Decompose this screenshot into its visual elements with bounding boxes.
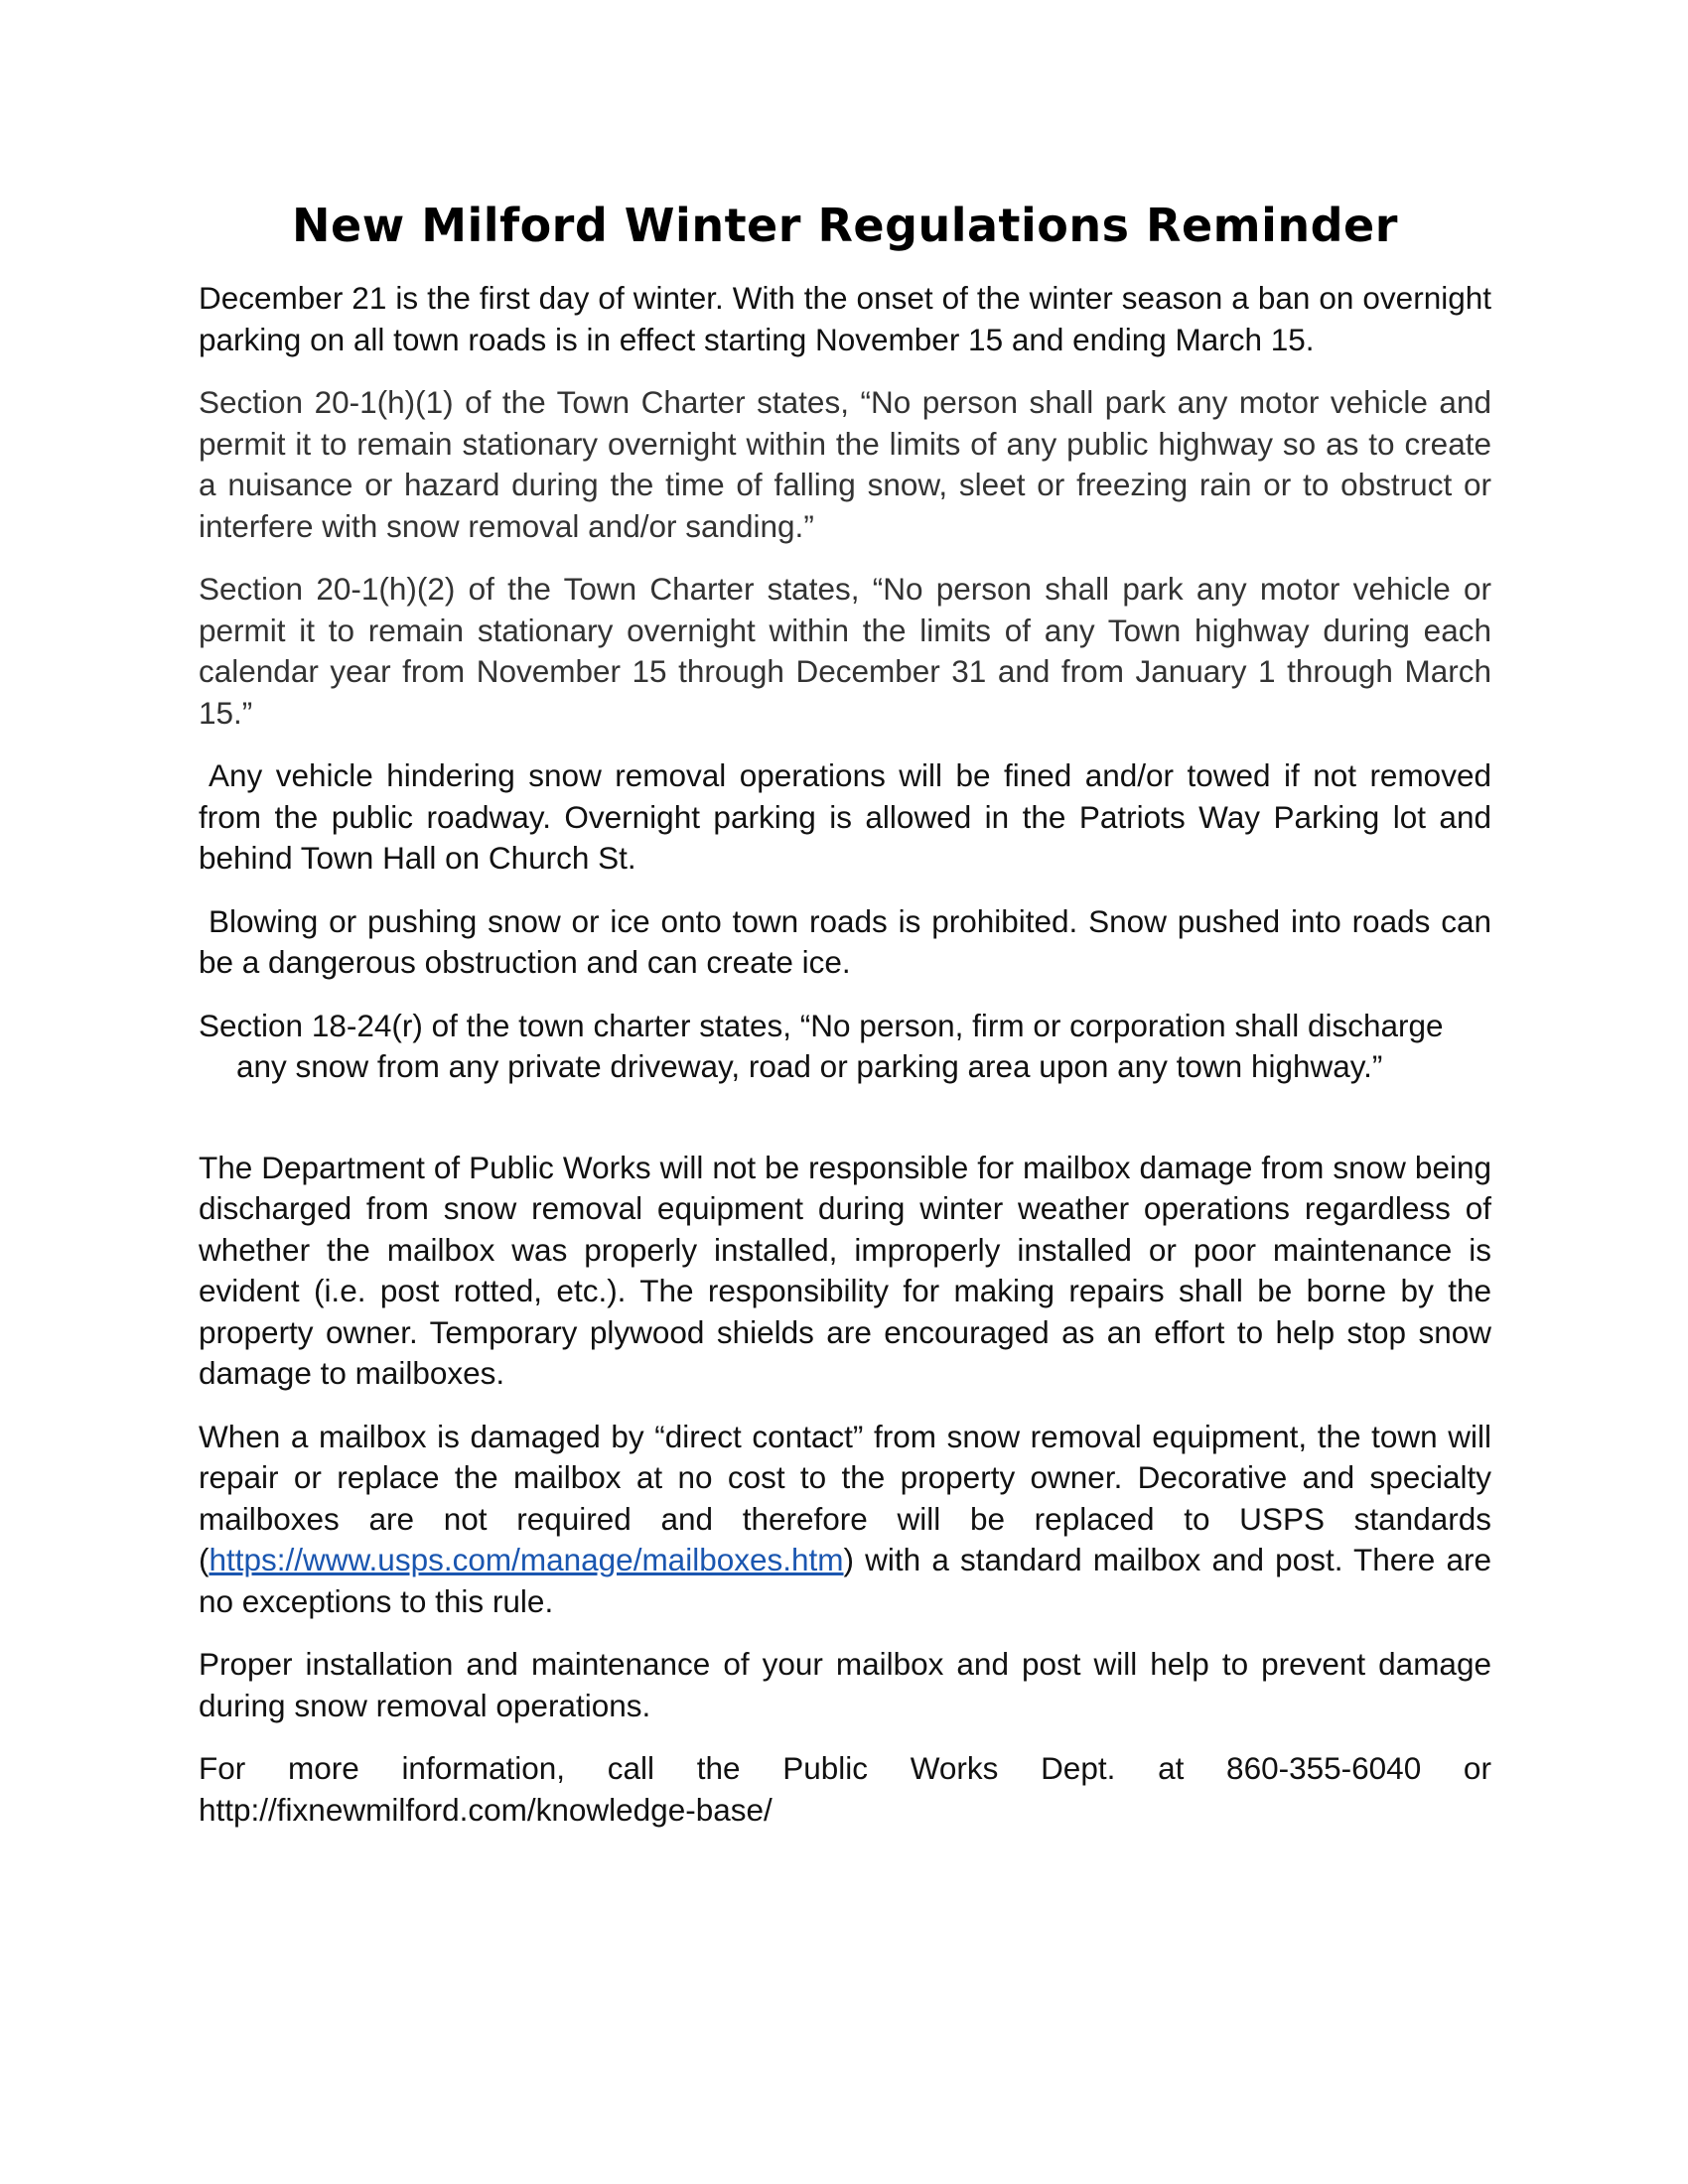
section-18-24-line-2: any snow from any private driveway, road or parking area upon any town highway.” <box>236 1048 1383 1084</box>
contact-word: Works <box>910 1750 999 1786</box>
paragraph-section-18-24-r <box>199 1006 1491 1088</box>
knowledge-base-url[interactable]: http://fixnewmilford.com/knowledge-base/ <box>199 1791 773 1828</box>
contact-word: the <box>696 1750 741 1786</box>
usps-mailboxes-link[interactable]: https://www.usps.com/manage/mailboxes.htm <box>209 1542 844 1577</box>
paragraph-proper-installation: Proper installation and maintenance of your mailbox and post will help to prevent damage during snow removal operations. <box>199 1646 1491 1723</box>
paragraph-vehicle-towing: Any vehicle hindering snow removal operations will be fined and/or towed if not removed from the public roadway. Overnight parking is allowed in the Patriots Way Parking lot and behind Town Hall on Church St. <box>199 757 1491 876</box>
paragraph-section-20-1-h-1: Section 20-1(h)(1) of the Town Charter states, “No person shall park any motor vehicle and permit it to remain stationary overnight within the limits of any public highway so as to create a nuisance or hazard during the time of falling snow, sleet or freezing rain or to obstruct or interfere with snow removal and/or sanding.” <box>199 384 1491 544</box>
contact-word: information, <box>401 1750 566 1786</box>
spacer <box>199 1110 1491 1148</box>
contact-word: call <box>607 1750 654 1786</box>
document-page <box>199 199 1491 1831</box>
paragraph-section-20-1-h-2: Section 20-1(h)(2) of the Town Charter states, “No person shall park any motor vehicle or permit it to remain stationary overnight within the limits of any Town highway during each calendar year from November 15 through December 31 and from January 1 through March 15.” <box>199 571 1491 731</box>
paragraph-mailbox-responsibility: The Department of Public Works will not be responsible for mailbox damage from snow being discharged from snow removal equipment during winter weather operations regardless of whether the mailbox was properly installed, improperly installed or poor maintenance is evident (i.e. post rotted, etc.). The responsibility for making repairs shall be borne by the property owner. Temporary plywood shields are encouraged as an effort to help stop snow damage to mailboxes. <box>199 1149 1491 1391</box>
contact-word: or <box>1463 1750 1491 1786</box>
contact-word: at <box>1158 1750 1185 1786</box>
paragraph-mailbox-direct-contact <box>199 1417 1491 1623</box>
section-18-24-line-1: Section 18-24(r) of the town charter states, “No person, firm or corporation shall discharge <box>199 1007 1444 1043</box>
page-title: New Milford Winter Regulations Reminder <box>292 199 1398 252</box>
mailbox-text-after-link: ) with a standard mailbox and post. There are no exceptions to this rule. <box>199 1542 1491 1619</box>
phone-number: 860-355-6040 <box>1226 1750 1422 1786</box>
paragraph-contact-info <box>199 1748 1491 1831</box>
paragraph-snow-blowing: Blowing or pushing snow or ice onto town roads is prohibited. Snow pushed into roads can be a dangerous obstruction and can create ice. <box>199 902 1491 980</box>
contact-word: Public <box>782 1750 868 1786</box>
contact-word: For <box>199 1750 246 1786</box>
paragraph-winter-ban: December 21 is the first day of winter. With the onset of the winter season a ban on overnight parking on all town roads is in effect starting November 15 and ending March 15. <box>199 280 1491 357</box>
contact-word: Dept. <box>1041 1750 1116 1786</box>
contact-line <box>199 1748 1491 1790</box>
contact-word: more <box>287 1750 359 1786</box>
mailbox-text-before-link: When a mailbox is damaged by “direct contact” from snow removal equipment, the town will repair or replace the mailbox at no cost to the property owner. Decorative and specialty mailboxes are not required and therefore will be replaced to USPS standards ( <box>199 1418 1491 1577</box>
